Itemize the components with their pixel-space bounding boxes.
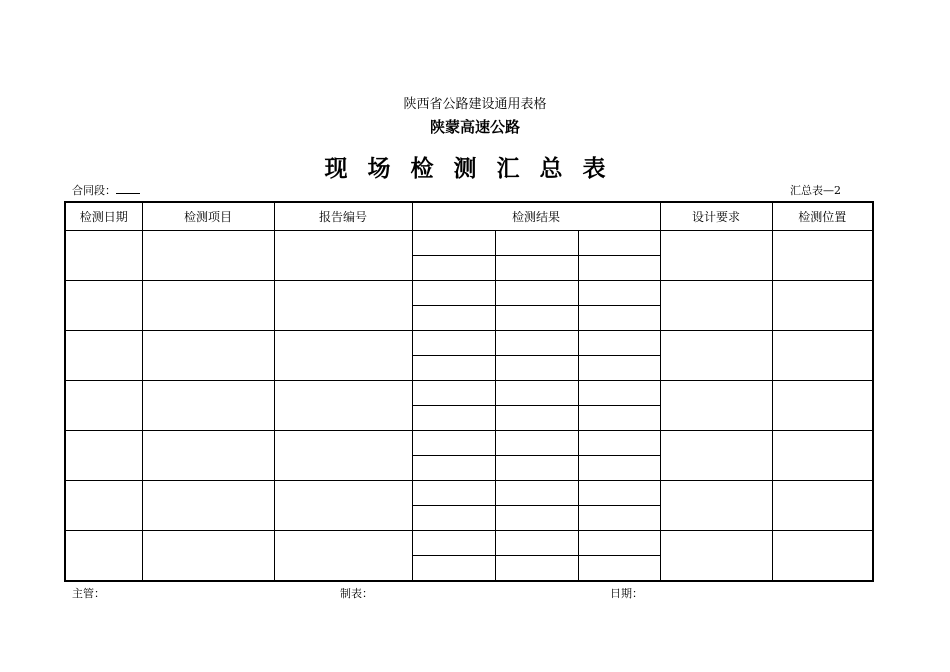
cell-result — [495, 231, 578, 256]
cell-result — [495, 531, 578, 556]
table-row — [65, 481, 873, 506]
cell-result — [495, 406, 578, 431]
project-name: 陕蒙高速公路 — [429, 118, 520, 136]
cell-inspection-item — [142, 481, 274, 531]
cell-design-requirement — [660, 431, 772, 481]
cell-result — [495, 381, 578, 406]
cell-result — [495, 556, 578, 582]
cell-result — [412, 531, 495, 556]
cell-result — [578, 356, 660, 381]
cell-design-requirement — [660, 481, 772, 531]
header-row — [65, 202, 873, 231]
cell-result — [495, 356, 578, 381]
cell-result — [495, 431, 578, 456]
inspection-summary-table — [64, 201, 874, 582]
header-inspection-result: 检测结果 — [412, 202, 660, 231]
table-row — [65, 531, 873, 556]
cell-result — [412, 231, 495, 256]
cell-result — [412, 481, 495, 506]
table-row — [65, 231, 873, 256]
cell-result — [495, 306, 578, 331]
cell-inspection-date — [65, 481, 142, 531]
cell-result — [412, 406, 495, 431]
date-label: 日期： — [610, 587, 643, 600]
cell-result — [578, 506, 660, 531]
cell-inspection-location — [772, 481, 873, 531]
cell-result — [412, 431, 495, 456]
cell-result — [578, 556, 660, 582]
cell-inspection-date — [65, 231, 142, 281]
cell-result — [412, 506, 495, 531]
cell-inspection-date — [65, 281, 142, 331]
form-number: 汇总表—2 — [790, 184, 841, 197]
cell-result — [578, 481, 660, 506]
cell-inspection-location — [772, 281, 873, 331]
cell-inspection-date — [65, 331, 142, 381]
supervisor-label: 主管： — [72, 587, 105, 600]
cell-design-requirement — [660, 381, 772, 431]
cell-design-requirement — [660, 331, 772, 381]
cell-inspection-item — [142, 231, 274, 281]
contract-blank — [116, 183, 140, 194]
cell-result — [412, 331, 495, 356]
form-subtitle: 陕西省公路建设通用表格 — [403, 97, 547, 112]
cell-inspection-item — [142, 331, 274, 381]
contract-label: 合同段： — [72, 184, 116, 197]
cell-inspection-location — [772, 381, 873, 431]
cell-design-requirement — [660, 281, 772, 331]
table-row — [65, 281, 873, 306]
prepared-by-label: 制表： — [340, 587, 373, 600]
cell-result — [578, 431, 660, 456]
cell-design-requirement — [660, 531, 772, 582]
cell-inspection-location — [772, 431, 873, 481]
cell-inspection-item — [142, 531, 274, 582]
header-inspection-item: 检测项目 — [142, 202, 274, 231]
cell-result — [495, 481, 578, 506]
cell-result — [578, 456, 660, 481]
cell-result — [578, 381, 660, 406]
cell-result — [578, 256, 660, 281]
cell-result — [495, 331, 578, 356]
header-inspection-date: 检测日期 — [65, 202, 142, 231]
cell-report-number — [274, 531, 412, 582]
table-row — [65, 431, 873, 456]
table-row — [65, 331, 873, 356]
cell-result — [495, 281, 578, 306]
cell-report-number — [274, 331, 412, 381]
cell-report-number — [274, 431, 412, 481]
cell-inspection-item — [142, 431, 274, 481]
page-title: 现场检测汇总表 — [324, 156, 626, 182]
cell-report-number — [274, 381, 412, 431]
cell-inspection-date — [65, 381, 142, 431]
cell-result — [495, 456, 578, 481]
cell-result — [412, 306, 495, 331]
cell-inspection-location — [772, 531, 873, 582]
table-body — [65, 231, 873, 582]
header-design-requirement: 设计要求 — [660, 202, 772, 231]
cell-result — [412, 456, 495, 481]
cell-result — [412, 281, 495, 306]
header-inspection-location: 检测位置 — [772, 202, 873, 231]
cell-inspection-item — [142, 281, 274, 331]
cell-inspection-location — [772, 231, 873, 281]
cell-design-requirement — [660, 231, 772, 281]
cell-result — [495, 256, 578, 281]
cell-result — [412, 356, 495, 381]
cell-result — [578, 306, 660, 331]
cell-result — [578, 531, 660, 556]
cell-inspection-item — [142, 381, 274, 431]
cell-result — [412, 556, 495, 582]
header-report-number: 报告编号 — [274, 202, 412, 231]
cell-report-number — [274, 281, 412, 331]
cell-inspection-date — [65, 431, 142, 481]
cell-report-number — [274, 481, 412, 531]
cell-result — [412, 256, 495, 281]
cell-inspection-date — [65, 531, 142, 582]
cell-result — [578, 406, 660, 431]
cell-report-number — [274, 231, 412, 281]
cell-result — [412, 381, 495, 406]
table-row — [65, 381, 873, 406]
contract-section — [72, 182, 140, 198]
cell-result — [495, 506, 578, 531]
cell-result — [578, 331, 660, 356]
cell-result — [578, 231, 660, 256]
cell-result — [578, 281, 660, 306]
cell-inspection-location — [772, 331, 873, 381]
